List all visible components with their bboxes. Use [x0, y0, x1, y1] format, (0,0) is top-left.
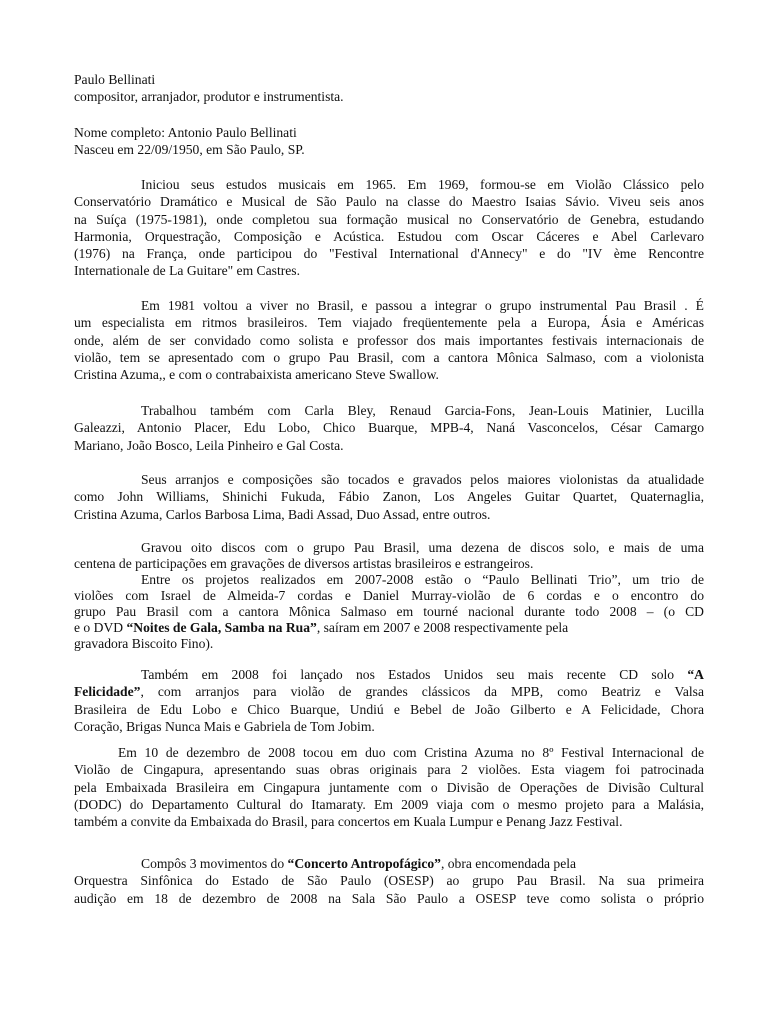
text-line: Conservatório Dramático e Musical de São Paulo na classe do Maestro Isaias Sávio. Viveu seis anos: [74, 194, 704, 210]
text-line: onde, além de ser convidado como solista e professor dos mais importantes festivais internacionais de: [74, 332, 704, 348]
paragraph-7: [74, 666, 704, 735]
text-line: Coração, Brigas Nunca Mais e Gabriela de Tom Jobim.: [74, 718, 375, 734]
text-line: Seus arranjos e composições são tocados e gravados pelos maiores violonistas da atualidade: [141, 472, 704, 487]
paragraph-8: [74, 744, 704, 830]
text-line: gravadora Biscoito Fino).: [74, 636, 214, 651]
text-line: violão, tem se apresentado com o grupo Pau Brasil, com a cantora Mônica Salmaso, com a violonista: [74, 349, 704, 365]
text-line: Em 1981 voltou a viver no Brasil, e passou a integrar o grupo instrumental Pau Brasil . É: [141, 298, 704, 313]
text-line: Mariano, João Bosco, Leila Pinheiro e Gal Costa.: [74, 437, 344, 453]
paragraph-9: [74, 855, 704, 907]
text-line: Em 10 de dezembro de 2008 tocou em duo com Cristina Azuma no 8º Festival Internacional de: [118, 745, 704, 760]
text-line: Gravou oito discos com o grupo Pau Brasil, uma dezena de discos solo, e mais de uma: [141, 540, 704, 555]
text-line: Cristina Azuma, Carlos Barbosa Lima, Badi Assad, Duo Assad, entre outros.: [74, 506, 491, 522]
bio-facts: [74, 124, 704, 159]
text-run: , com arranjos para violão de grandes clássicos da MPB, como Beatriz e Valsa: [140, 684, 704, 700]
text-line: [74, 666, 704, 683]
paragraph-3: [74, 402, 704, 454]
text-line: Trabalhou também com Carla Bley, Renaud Garcia-Fons, Jean-Louis Matinier, Lucilla: [141, 403, 704, 418]
text-run: , saíram em 2007 e 2008 respectivamente pela: [316, 620, 569, 635]
work-title: “Concerto Antropofágico”: [287, 856, 441, 871]
text-line: Internationale de La Guitare" em Castres.: [74, 263, 300, 279]
text-line: centena de participações em gravações de diversos artistas brasileiros e estrangeiros.: [74, 556, 534, 571]
header-block: [74, 71, 704, 106]
text-line: grupo Pau Brasil com a cantora Mônica Salmaso em tourné nacional durante todo 2008 – (o CD: [74, 604, 704, 619]
text-line: Orquestra Sinfônica do Estado de São Paulo (OSESP) ao grupo Pau Brasil. Na sua primeira: [74, 873, 704, 889]
text-line: [74, 855, 704, 872]
paragraph-5: [74, 540, 704, 652]
text-line: Violão de Cingapura, apresentando suas obras originais para 2 violões. Esta viagem foi patrocinada: [74, 762, 704, 778]
album-title: “A: [687, 667, 704, 682]
text-line: [74, 620, 704, 636]
text-line: Galeazzi, Antonio Placer, Edu Lobo, Chico Buarque, MPB-4, Naná Vasconcelos, César Camargo: [74, 420, 704, 436]
paragraph-4: [74, 471, 704, 523]
text-line: na Suíça (1975-1981), onde completou sua formação musical no Conservatório de Genebra, estudando: [74, 211, 704, 227]
text-line: um especialista em ritmos brasileiros. Tem viajado freqüentemente pela a Europa, Ásia e Américas: [74, 315, 704, 331]
text-run: Compôs 3 movimentos do: [141, 856, 288, 871]
text-line: Cristina Azuma,, e com o contrabaixista americano Steve Swallow.: [74, 367, 439, 383]
text-line: como John Williams, Shinichi Fukuda, Fábio Zanon, Los Angeles Guitar Quartet, Quaternaglia,: [74, 489, 704, 505]
paragraph-1: [74, 176, 704, 280]
birth-info: Nasceu em 22/09/1950, em São Paulo, SP.: [74, 142, 305, 158]
text-line: Harmonia, Orquestração, Composição e Acústica. Estudou com Oscar Cáceres e Abel Carlevaro: [74, 228, 704, 244]
text-line: pela Embaixada Brasileira em Cingapura juntamente com o Divisão de Operações de Divisão Cultural: [74, 779, 704, 795]
person-role: compositor, arranjador, produtor e instrumentista.: [74, 89, 344, 105]
text-line: Brasileira de Edu Lobo e Chico Buarque, Undiú e Bebel de João Gilberto e A Felicidade, Chora: [74, 701, 704, 717]
text-line: Entre os projetos realizados em 2007-2008 estão o “Paulo Bellinati Trio”, um trio de: [141, 572, 704, 587]
text-line: (DODC) do Departamento Cultural do Itamaraty. Em 2009 viaja com o mesmo projeto para a Malásia,: [74, 796, 704, 812]
text-run: , obra encomendada pela: [440, 856, 577, 871]
full-name: Nome completo: Antonio Paulo Bellinati: [74, 125, 297, 140]
text-line: também a convite da Embaixada do Brasil, para concertos em Kuala Lumpur e Penang Jazz Festival.: [74, 814, 623, 830]
album-title: “Noites de Gala, Samba na Rua”: [126, 620, 317, 635]
text-line: (1976) na França, onde participou do "Festival International d'Annecy" e do "IV ème Rencontre: [74, 246, 704, 262]
album-title: Felicidade”: [74, 684, 141, 700]
text-line: [74, 683, 704, 700]
text-run: Também em 2008 foi lançado nos Estados Unidos seu mais recente CD solo: [141, 667, 688, 682]
text-line: Iniciou seus estudos musicais em 1965. Em 1969, formou-se em Violão Clássico pelo: [141, 177, 704, 192]
text-line: audição em 18 de dezembro de 2008 na Sala São Paulo a OSESP teve como solista o próprio: [74, 890, 704, 906]
person-name: Paulo Bellinati: [74, 72, 156, 87]
text-line: violões com Israel de Almeida-7 cordas e Daniel Murray-violão de 6 cordas e o encontro do: [74, 588, 704, 603]
text-run: e o DVD: [74, 620, 127, 635]
paragraph-2: [74, 297, 704, 383]
